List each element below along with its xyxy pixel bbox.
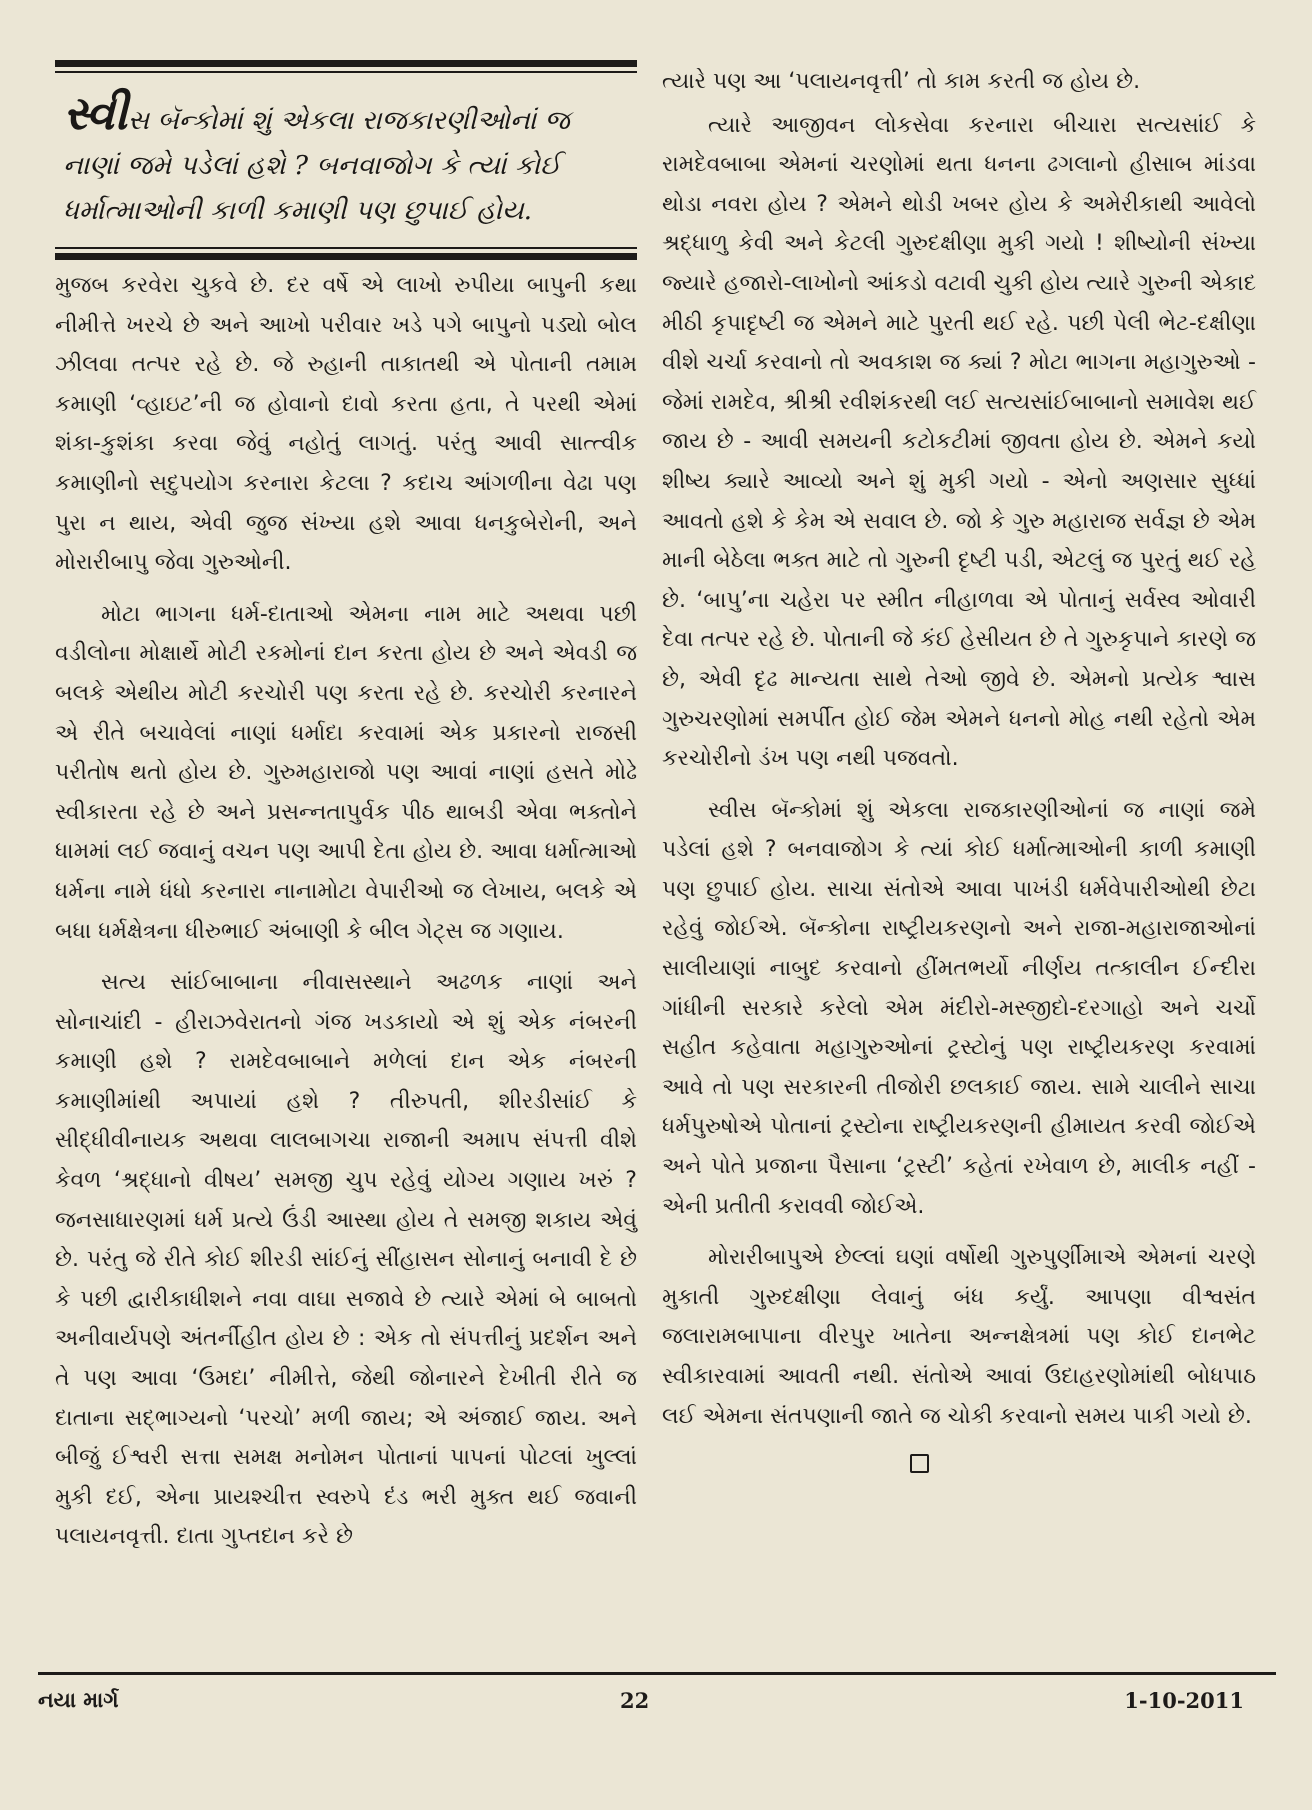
right-paragraph-1: ત્યારે પણ આ ‘પલાયનવૃત્તી’ તો કામ કરતી જ હોય છે.: [662, 69, 1141, 94]
pull-quote-dropcap: સ્વી: [63, 86, 128, 140]
pull-quote-top-rule: [55, 60, 637, 67]
left-paragraph-2: મોટા ભાગના ધર્મ-દાતાઓ એમના નામ માટે અથવા પછી વડીલોના મોક્ષાર્થે મોટી રકમોનાં દાન કરતા હોય છે અને એવડી જ બલકે એથીય મોટી કરચોરી પણ કરતા રહે છે. કરચોરી કરનારને એ રીતે બચાવેલાં નાણાં ધર્માદા કરવામાં એક પ્રકારનો રાજસી પરીતોષ થતો હોય છે. ગુરુમહારાજો પણ આવાં નાણાં હસતે મોઢે સ્વીકારતા રહે છે અને પ્રસન્નતાપુર્વક પીઠ થાબડી એવા ભક્તોને ધામમાં લઈ જવાનું વચન પણ આપી દેતા હોય છે. આવા ધર્માત્માઓ ધર્મના નામે ધંધો કરનારા નાનામોટા વેપારીઓ જ લેખાય, બલકે એ બધા ધર્મક્ષેત્રના ધીરુભાઈ અંબાણી કે બીલ ગેટ્સ જ ગણાય.: [55, 601, 637, 944]
pull-quote: [55, 60, 637, 260]
issue-date: 1-10-2011: [1124, 1688, 1244, 1713]
pull-quote-bottom-rule-thin: [55, 247, 637, 249]
pull-quote-text: [55, 73, 637, 247]
right-column: [662, 62, 1256, 1473]
right-paragraph-2: ત્યારે આજીવન લોકસેવા કરનારા બીચારા સત્યસાંઈ કે રામદેવબાબા એમનાં ચરણોમાં થતા ધનના ઢગલાનો હીસાબ માંડવા થોડા નવરા હોય ? એમને થોડી ખબર હોય કે અમેરીકાથી આવેલો શ્રદ્ધાળુ કેવી અને કેટલી ગુરુદક્ષીણા મુકી ગયો ! શીષ્યોની સંખ્યા જ્યારે હજારો-લાખોનો આંકડો વટાવી ચુકી હોય ત્યારે ગુરુની એકાદ મીઠી કૃપાદૃષ્ટી જ એમને માટે પુરતી થઈ રહે. પછી પેલી ભેટ-દક્ષીણા વીશે ચર્ચા કરવાનો તો અવકાશ જ ક્યાં ? મોટા ભાગના મહાગુરુઓ - જેમાં રામદેવ, શ્રીશ્રી રવીશંકરથી લઈ સત્યસાંઈબાબાનો સમાવેશ થઈ જાય છે - આવી સમયની કટોકટીમાં જીવતા હોય છે. એમને કયો શીષ્ય ક્યારે આવ્યો અને શું મુકી ગયો - એનો અણસાર સુધ્ધાં આવતો હશે કે કેમ એ સવાલ છે. જો કે ગુરુ મહારાજ સર્વજ્ઞ છે એમ માની બેઠેલા ભક્ત માટે તો ગુરુની દૃષ્ટી પડી, એટલું જ પુરતું થઈ રહે છે. ‘બાપુ’ના ચહેરા પર સ્મીત નીહાળવા એ પોતાનું સર્વસ્વ ઓવારી દેવા તત્પર રહે છે. પોતાની જે કંઈ હેસીયત છે તે ગુરુકૃપાને કારણે જ છે, એવી દૃઢ માન્યતા સાથે તેઓ જીવે છે. એમનો પ્રત્યેક શ્વાસ ગુરુચરણોમાં સમર્પીત હોઈ જેમ એમને ધનનો મોહ નથી રહેતો એમ કરચોરીનો ડંખ પણ નથી પજવતો.: [662, 112, 1256, 772]
right-paragraph-3: સ્વીસ બૅન્કોમાં શું એકલા રાજકારણીઓનાં જ નાણાં જમે પડેલાં હશે ? બનવાજોગ કે ત્યાં કોઈ ધર્માત્માઓની કાળી કમાણી પણ છુપાઈ હોય. સાચા સંતોએ આવા પાખંડી ધર્મવેપારીઓથી છેટા રહેવું જોઈએ. બૅન્કોના રાષ્ટ્રીયકરણનો અને રાજા-મહારાજાઓનાં સાલીયાણાં નાબુદ કરવાનો હીંમતભર્યો નીર્ણય તત્કાલીન ઈન્દીરા ગાંધીની સરકારે કરેલો એમ મંદીરો-મસ્જીદો-દરગાહો અને ચર્ચો સહીત કહેવાતા મહાગુરુઓનાં ટ્રસ્ટોનું પણ રાષ્ટ્રીયકરણ કરવામાં આવે તો પણ સરકારની તીજોરી છલકાઈ જાય. સામે ચાલીને સાચા ધર્મપુરુષોએ પોતાનાં ટ્રસ્ટોના રાષ્ટ્રીયકરણની હીમાયત કરવી જોઈએ અને પોતે પ્રજાના પૈસાના ‘ટ્રસ્ટી’ કહેતાં રખેવાળ છે, માલીક નહીં - એની પ્રતીતી કરાવવી જોઈએ.: [662, 797, 1256, 1219]
left-column: [55, 60, 637, 1557]
pull-quote-body: સ બૅન્કોમાં શું એકલા રાજકારણીઓનાં જ નાણાં જમે પડેલાં હશે ? બનવાજોગ કે ત્યાં કોઈ ધર્માત્માઓની કાળી કમાણી પણ છુપાઈ હોય.: [63, 105, 570, 226]
footer-rule: [38, 1672, 1276, 1675]
article-end-mark: [910, 1454, 929, 1473]
right-paragraph-4: મોરારીબાપુએ છેલ્લાં ઘણાં વર્ષોથી ગુરુપુર્ણીમાએ એમનાં ચરણે મુકાતી ગુરુદક્ષીણા લેવાનું બંધ કર્યું. આપણા વીશ્વસંત જલારામબાપાના વીરપુર ખાતેના અન્નક્ષેત્રમાં પણ કોઈ દાનભેટ સ્વીકારવામાં આવતી નથી. સંતોએ આવાં ઉદાહરણોમાંથી બોધપાઠ લઈ એમના સંતપણાની જાતે જ ચોકી કરવાનો સમય પાકી ગયો છે.: [662, 1245, 1256, 1429]
left-paragraph-3: સત્ય સાંઈબાબાના નીવાસસ્થાને અઢળક નાણાં અને સોનાચાંદી - હીરાઝવેરાતનો ગંજ ખડકાયો એ શું એક નંબરની કમાણી હશે ? રામદેવબાબાને મળેલાં દાન એક નંબરની કમાણીમાંથી અપાયાં હશે ? તીરુપતી, શીરડીસાંઈ કે સીદ્ધીવીનાયક અથવા લાલબાગચા રાજાની અમાપ સંપત્તી વીશે કેવળ ‘શ્રદ્ધાનો વીષય’ સમજી ચુપ રહેવું યોગ્ય ગણાય ખરું ? જનસાધારણમાં ધર્મ પ્રત્યે ઉંડી આસ્થા હોય તે સમજી શકાય એવું છે. પરંતુ જે રીતે કોઈ શીરડી સાંઈનું સીંહાસન સોનાનું બનાવી દે છે કે પછી દ્વારીકાધીશને નવા વાઘા સજાવે છે ત્યારે એમાં બે બાબતો અનીવાર્યપણે અંતર્નીહીત હોય છે : એક તો સંપત્તીનું પ્રદર્શન અને તે પણ આવા ‘ઉમદા’ નીમીત્તે, જેથી જોનારને દેખીતી રીતે જ દાતાના સદ્ભાગ્યનો ‘પરચો’ મળી જાય; એ અંજાઈ જાય. અને બીજું ઈશ્વરી સત્તા સમક્ષ મનોમન પોતાનાં પાપનાં પોટલાં ખુલ્લાં મુકી દઈ, એના પ્રાયશ્ચીત્ત સ્વરુપે દંડ ભરી મુક્ત થઈ જવાની પલાયનવૃત્તી. દાતા ગુપ્તદાન કરે છે: [55, 970, 637, 1550]
page-number: 22: [620, 1688, 650, 1713]
pull-quote-bottom-rule: [55, 253, 637, 260]
publication-name: નયા માર્ગ: [38, 1688, 119, 1712]
left-paragraph-1: મુજબ કરવેરા ચુકવે છે. દર વર્ષે એ લાખો રુપીયા બાપુની કથા નીમીત્તે ખરચે છે અને આખો પરીવાર ખડે પગે બાપુનો પડ્યો બોલ ઝીલવા તત્પર રહે છે. જે રુહાની તાકાતથી એ પોતાની તમામ કમાણી ‘વ્હાઇટ’ની જ હોવાનો દાવો કરતા હતા, તે પરથી એમાં શંકા-કુશંકા કરવા જેવું નહોતું લાગતું. પરંતુ આવી સાત્ત્વીક કમાણીનો સદુપયોગ કરનારા કેટલા ? કદાચ આંગળીના વેઢા પણ પુરા ન થાય, એવી જુજ સંખ્યા હશે આવા ધનકુબેરોની, અને મોરારીબાપુ જેવા ગુરુઓની.: [55, 273, 637, 576]
